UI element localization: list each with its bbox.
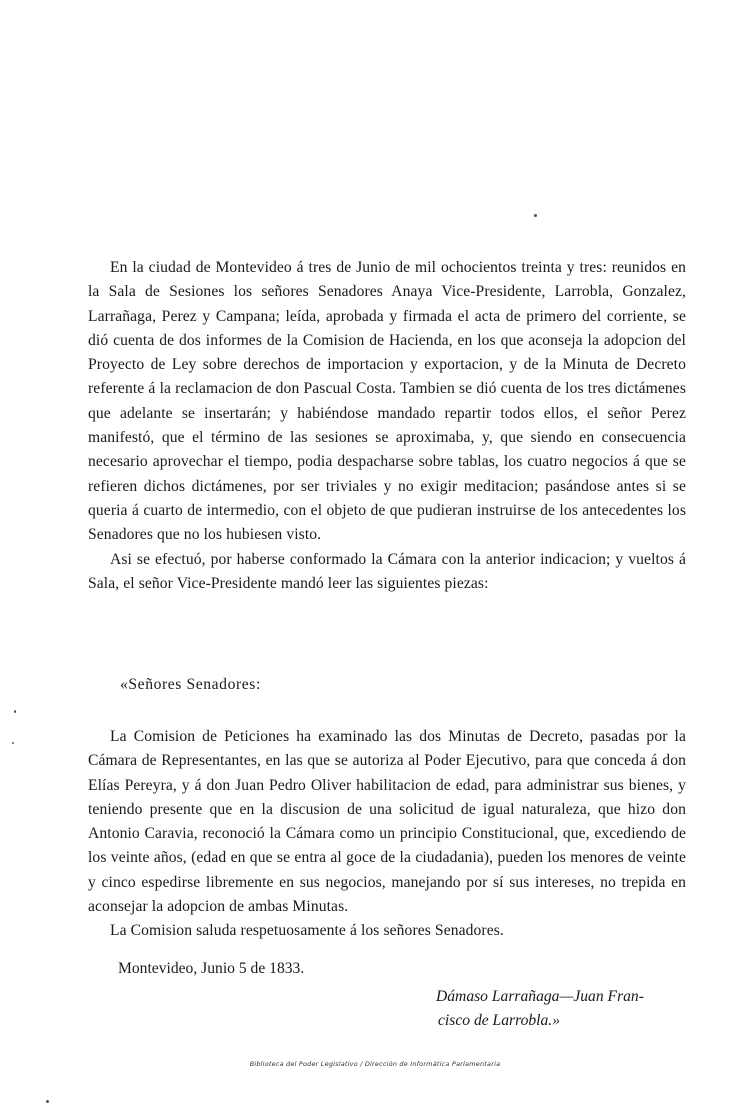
dateline: Montevideo, Junio 5 de 1833. (118, 960, 305, 977)
report-paragraph: La Comision de Peticiones ha examinado las dos Minutas de Decreto, pasadas por la Cámara de Representantes, en las que se autoriza al Poder Ejecutivo, para que conceda á don Elías Pereyra, y á don Juan Pedro Oliver habilitacion de edad, para administrar sus bienes, y teniendo presente que en la discusion de una solicitud de igual naturaleza, que hizo don Antonio Caravia, reconoció la Cámara como un principio Constitucional, que, excediendo de los veinte años, (edad en que se entra al goce de la ciudadania), pueden los menores de veinte y cinco espedirse libremente en sus negocios, manejando por sí sus intereses, no trepida en aconsejar la adopcion de ambas Minutas. (88, 728, 686, 916)
scan-speck (534, 214, 537, 217)
page-footer: Biblioteca del Poder Legislativo / Dirección de Informática Parlamentaria (249, 1060, 501, 1068)
closing-paragraph: La Comision saluda respetuosamente á los señores Senadores. (110, 922, 504, 940)
scan-speck (12, 742, 14, 744)
signature-block (380, 985, 686, 1033)
signature-line: cisco de Larrobla.» (438, 1012, 561, 1029)
opening-paragraph: En la ciudad de Montevideo á tres de Junio de mil ochocientos treinta y tres: reunidos en la Sala de Sesiones los señores Senadores Anaya Vice-Presidente, Larrobla, Gonzalez, Larrañaga, Perez y Campana; leída, aprobada y firmada el acta de primero del corriente, se dió cuenta de dos informes de la Comision de Hacienda, en los que aconseja la adopcion del Proyecto de Ley sobre derechos de importacion y exportacion, y de la Minuta de Decreto referente á la reclamacion de don Pascual Costa. Tambien se dió cuenta de los tres dictámenes que adelante se insertarán; y habiéndose mandado repartir todos ellos, el señor Perez manifestó, que el término de las sesiones se aproximaba, y, que siendo en consecuencia necesario aprovechar el tiempo, podia despacharse sobre tablas, los cuatro negocios á que se refieren dichos dictámenes, por ser triviales y no exigir meditacion; pasándose antes si se queria á cuarto de intermedio, con el objeto de que pudieran instruirse de los antecedentes los Senadores que no los hubiesen visto. (88, 259, 686, 544)
session-minutes (88, 256, 686, 596)
salutation: «Señores Senadores: (120, 676, 261, 693)
committee-report (88, 725, 686, 944)
scan-speck (14, 710, 16, 713)
scan-speck (46, 1100, 49, 1103)
second-paragraph: Asi se efectuó, por haberse conformado la Cámara con la anterior indicacion; y vueltos á Sala, el señor Vice-Presidente mandó leer las siguientes piezas: (88, 550, 686, 592)
signature-line: Dámaso Larrañaga—Juan Fran- (436, 988, 644, 1005)
